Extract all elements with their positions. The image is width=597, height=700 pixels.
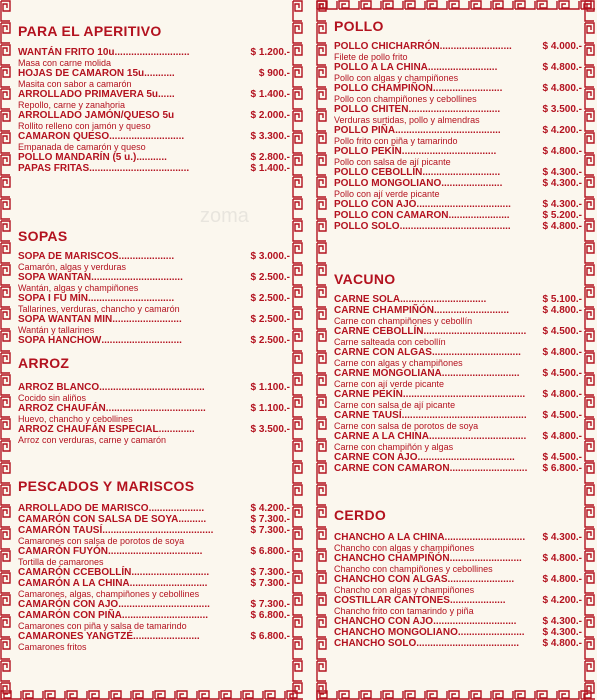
menu-item	[18, 525, 290, 536]
watermark: zoma	[200, 205, 249, 227]
menu-item-name: CARNE CON AJO	[334, 452, 418, 463]
section-title: SOPAS	[18, 228, 68, 244]
menu-item-name: CARNE CON CAMARON	[334, 463, 450, 474]
menu-item	[334, 616, 582, 627]
menu-item-name: CHANCHO MONGOLIANO	[334, 627, 458, 638]
menu-item-price: $ 4.300.-	[542, 178, 582, 189]
menu-item	[18, 424, 290, 435]
section-title: PESCADOS Y MARISCOS	[18, 478, 195, 494]
menu-item-name: POLLO MONGOLIANO	[334, 178, 442, 189]
section-cerdo	[334, 506, 582, 649]
menu-item-description: Carne con ají verde picante	[334, 379, 445, 389]
menu-item-description: Pollo con champiñones y cebollines	[334, 94, 477, 104]
leader-dots: .............	[158, 424, 195, 435]
leader-dots: ...................................	[417, 452, 515, 463]
menu-item-name: CARNE MONGOLIANA	[334, 368, 442, 379]
leader-dots: ...............................	[400, 294, 487, 305]
menu-item-description: Verduras surtidas, pollo y almendras	[334, 115, 480, 125]
menu-item-name: CAMARON QUESO	[18, 131, 110, 142]
leader-dots: ........................	[457, 627, 525, 638]
menu-item-name: ARROLLADO DE MARISCO	[18, 503, 149, 514]
menu-item-name: POLLO CHICHARRÓN	[334, 41, 440, 52]
menu-item	[18, 610, 290, 621]
menu-item	[18, 503, 290, 514]
menu-item-name: POLLO CON AJO	[334, 199, 417, 210]
menu-item-price: $ 5.200.-	[542, 210, 582, 221]
menu-item-name: COSTILLAR CANTONES	[334, 595, 450, 606]
leader-dots: ..................................	[416, 199, 511, 210]
menu-item-name: CARNE CHAMPIÑÓN	[334, 305, 434, 316]
menu-item-name: CARNE PEKÍN	[334, 389, 403, 400]
menu-item-description: Pollo con algas y champiñones	[334, 73, 459, 83]
menu-item-price: $ 4.800.-	[542, 553, 582, 564]
menu-item-name: CHANCHO SOLO	[334, 638, 417, 649]
menu-item-name: CHANCHO CON AJO	[334, 616, 434, 627]
left-menu-column	[18, 0, 290, 700]
menu-item-price: $ 3.500.-	[250, 424, 290, 435]
menu-item-price: $ 4.200.-	[542, 125, 582, 136]
menu-item-description: Wantán, algas y champiñones	[18, 283, 139, 293]
menu-item	[18, 89, 290, 100]
menu-item-name: SOPA WANTAN MIN	[18, 314, 113, 325]
leader-dots: ........................	[133, 631, 200, 642]
menu-item	[18, 293, 290, 304]
leader-dots: .........................	[112, 314, 182, 325]
menu-item	[334, 347, 582, 358]
menu-item-description: Masa con carne molida	[18, 58, 112, 68]
menu-item	[334, 210, 582, 221]
leader-dots: .................................	[408, 104, 501, 115]
menu-item-price: $ 4.500.-	[542, 452, 582, 463]
menu-item-price: $ 6.800.-	[250, 610, 290, 621]
leader-dots: ...............................	[88, 293, 175, 304]
menu-item-description: Pollo frito con piña y tamarindo	[334, 136, 458, 146]
menu-item-description: Huevo, chancho y cebollines	[18, 414, 133, 424]
menu-item-name: CAMARÓN FUYÓN	[18, 546, 108, 557]
menu-item-name: CAMARÓN CON PIÑA	[18, 610, 122, 621]
menu-item-price: $ 900.-	[258, 68, 290, 79]
menu-item	[334, 146, 582, 157]
menu-item	[18, 47, 290, 58]
menu-item	[18, 110, 290, 121]
menu-item-description: Empanada de camarón y queso	[18, 142, 146, 152]
menu-item	[18, 567, 290, 578]
leader-dots: ...........................	[109, 131, 185, 142]
leader-dots: ......................	[448, 210, 510, 221]
leader-dots: ........................................	[399, 221, 511, 232]
leader-dots: ................................	[431, 347, 521, 358]
menu-item-price: $ 1.400.-	[250, 163, 290, 174]
menu-item-price: $ 1.100.-	[250, 382, 290, 393]
menu-item	[18, 578, 290, 589]
menu-item	[334, 553, 582, 564]
leader-dots: ...............................	[121, 610, 209, 621]
menu-item-name: ARROLLADO PRIMAVERA 5u	[18, 89, 158, 100]
menu-item	[334, 431, 582, 442]
menu-item-price: $ 7.300.-	[250, 599, 290, 610]
menu-item	[334, 389, 582, 400]
menu-item-price: $ 4.800.-	[542, 83, 582, 94]
menu-item-name: CHANCHO A LA CHINA	[334, 532, 445, 543]
section-pollo	[334, 17, 582, 232]
menu-item-description: Carne salteada con cebollín	[334, 337, 446, 347]
leader-dots: ....................................	[89, 163, 190, 174]
leader-dots: ....................................	[105, 403, 206, 414]
menu-item	[18, 272, 290, 283]
menu-item-name: PAPAS FRITAS	[18, 163, 90, 174]
menu-item-name: POLLO A LA CHINA	[334, 62, 428, 73]
leader-dots: .................................	[118, 599, 210, 610]
menu-item-price: $ 4.800.-	[542, 574, 582, 585]
menu-item	[334, 41, 582, 52]
leader-dots: ......	[158, 89, 175, 100]
menu-item	[18, 546, 290, 557]
menu-item-price: $ 4.800.-	[542, 431, 582, 442]
menu-item-price: $ 4.500.-	[542, 326, 582, 337]
menu-item-price: $ 4.300.-	[542, 199, 582, 210]
menu-item	[18, 131, 290, 142]
menu-item-price: $ 2.800.-	[250, 152, 290, 163]
right-panel-border-left	[316, 0, 327, 700]
menu-item	[18, 335, 290, 346]
leader-dots: ......................................	[395, 125, 501, 136]
menu-item-name: SOPA HANCHOW	[18, 335, 102, 346]
menu-item-name: POLLO PIÑA	[334, 125, 396, 136]
menu-item-price: $ 7.300.-	[250, 525, 290, 536]
menu-item-price: $ 6.800.-	[542, 463, 582, 474]
section-pescados-y-mariscos	[18, 477, 290, 652]
leader-dots: ..........	[178, 514, 207, 525]
section-title: ARROZ	[18, 355, 70, 371]
menu-item-description: Carne con salsa de porotos de soya	[334, 421, 479, 431]
menu-item-description: Tallarines, verduras, chancho y camarón	[18, 304, 180, 314]
menu-item	[18, 68, 290, 79]
menu-item-name: POLLO PEKÍN	[334, 146, 402, 157]
left-panel-border-right	[292, 0, 303, 700]
section-para-el-aperitivo	[18, 22, 290, 174]
menu-item-price: $ 2.500.-	[250, 335, 290, 346]
leader-dots: ..........................	[439, 41, 512, 52]
menu-item-description: Camarones fritos	[18, 642, 87, 652]
menu-item-name: SOPA DE MARISCOS	[18, 251, 119, 262]
menu-item-price: $ 4.200.-	[250, 503, 290, 514]
leader-dots: .........................	[432, 83, 503, 94]
menu-item-description: Carne con algas y champiñones	[334, 358, 463, 368]
leader-dots: ....................	[118, 251, 175, 262]
leader-dots: ............................	[449, 463, 528, 474]
leader-dots: .....................................	[423, 326, 527, 337]
section-title: CERDO	[334, 507, 387, 523]
menu-item-price: $ 4.300.-	[542, 627, 582, 638]
leader-dots: .............................	[101, 335, 182, 346]
menu-item-description: Rollito relleno con jamón y queso	[18, 121, 151, 131]
menu-item	[334, 199, 582, 210]
menu-item-price: $ 7.300.-	[250, 567, 290, 578]
menu-item-price: $ 4.800.-	[542, 62, 582, 73]
menu-item	[18, 251, 290, 262]
section-sopas	[18, 227, 290, 346]
menu-item-description: Chancho con algas y champiñones	[334, 585, 475, 595]
menu-item-name: CHANCHO CHAMPIÑÓN	[334, 553, 450, 564]
menu-item-price: $ 4.800.-	[542, 305, 582, 316]
menu-item-price: $ 2.500.-	[250, 293, 290, 304]
menu-item-price: $ 4.800.-	[542, 638, 582, 649]
leader-dots: ...........................	[434, 305, 510, 316]
leader-dots: ..................................	[401, 146, 497, 157]
section-title: POLLO	[334, 18, 384, 34]
menu-item-description: Camarones con salsa de porotos de soya	[18, 536, 185, 546]
menu-item-price: $ 4.800.-	[542, 146, 582, 157]
menu-item-name: POLLO SOLO	[334, 221, 400, 232]
menu-item-name: CAMARONES YANGTZÉ	[18, 631, 134, 642]
menu-item-price: $ 6.800.-	[250, 631, 290, 642]
menu-item-price: $ 4.300.-	[542, 616, 582, 627]
menu-item-description: Chancho frito con tamarindo y piña	[334, 606, 474, 616]
menu-item-name: WANTÁN FRITO 10u	[18, 47, 115, 58]
menu-item-price: $ 1.100.-	[250, 403, 290, 414]
menu-item-price: $ 5.100.-	[542, 294, 582, 305]
leader-dots: ............................	[131, 567, 210, 578]
menu-item-name: CAMARÓN A LA CHINA	[18, 578, 130, 589]
menu-item-price: $ 4.200.-	[542, 595, 582, 606]
menu-item	[334, 638, 582, 649]
leader-dots: .............................	[444, 532, 526, 543]
menu-item-description: Camarón, algas y verduras	[18, 262, 127, 272]
right-panel-border-right	[584, 0, 595, 700]
leader-dots: ............................	[422, 167, 501, 178]
menu-item	[334, 83, 582, 94]
section-arroz	[18, 354, 290, 445]
menu-item-description: Carne con champiñón y algas	[334, 442, 454, 452]
menu-item	[334, 104, 582, 115]
leader-dots: ....................	[449, 595, 506, 606]
leader-dots: ..........................	[449, 553, 522, 564]
menu-item-name: CHANCHO CON ALGAS	[334, 574, 448, 585]
menu-item-description: Cocido sin aliños	[18, 393, 87, 403]
menu-item	[334, 532, 582, 543]
menu-item	[18, 163, 290, 174]
menu-item-price: $ 7.300.-	[250, 514, 290, 525]
menu-item	[334, 410, 582, 421]
menu-item-name: POLLO CHAMPIÑON	[334, 83, 433, 94]
menu-item-name: CARNE SOLA	[334, 294, 401, 305]
leader-dots: ...........	[144, 68, 175, 79]
leader-dots: ............................................	[402, 389, 526, 400]
menu-item-price: $ 6.800.-	[250, 546, 290, 557]
menu-item-price: $ 7.300.-	[250, 578, 290, 589]
menu-item-description: Chancho con algas y champiñones	[334, 543, 475, 553]
section-title: PARA EL APERITIVO	[18, 23, 162, 39]
menu-item	[334, 574, 582, 585]
leader-dots: ............................	[129, 578, 208, 589]
menu-item-price: $ 1.200.-	[250, 47, 290, 58]
menu-item	[18, 403, 290, 414]
leader-dots: ....................	[148, 503, 205, 514]
menu-item-name: CAMARÓN TAUSÍ	[18, 525, 103, 536]
menu-item-description: Repollo, carne y zanahoria	[18, 100, 126, 110]
menu-item	[334, 326, 582, 337]
menu-item-name: POLLO CHITEN	[334, 104, 409, 115]
leader-dots: ...................................	[429, 431, 527, 442]
leader-dots: ............................	[441, 368, 520, 379]
leader-dots: ..................................	[108, 546, 203, 557]
menu-item	[334, 294, 582, 305]
menu-item	[18, 514, 290, 525]
menu-item-price: $ 4.300.-	[542, 532, 582, 543]
section-title: VACUNO	[334, 271, 396, 287]
menu-item	[334, 305, 582, 316]
menu-item-description: Arroz con verduras, carne y camarón	[18, 435, 167, 445]
menu-item-price: $ 4.500.-	[542, 410, 582, 421]
right-menu-column	[334, 0, 582, 700]
menu-item-price: $ 4.800.-	[542, 389, 582, 400]
leader-dots: ........................	[447, 574, 515, 585]
menu-item-description: Carne con salsa de ají picante	[334, 400, 456, 410]
menu-item	[334, 178, 582, 189]
menu-item-price: $ 3.500.-	[542, 104, 582, 115]
leader-dots: ......................................	[99, 382, 205, 393]
menu-item-description: Masita con sabor a camarón	[18, 79, 132, 89]
menu-item-name: ARROZ CHAUFÁN ESPECIAL	[18, 424, 159, 435]
menu-item-description: Tortilla de camarones	[18, 557, 104, 567]
menu-item-description: Pollo con ají verde picante	[334, 189, 440, 199]
menu-item	[18, 382, 290, 393]
menu-item-price: $ 4.000.-	[542, 41, 582, 52]
menu-item-description: Filete de pollo frito	[334, 52, 408, 62]
leader-dots: ...........................	[114, 47, 190, 58]
leader-dots: ........................................	[102, 525, 214, 536]
menu-item-price: $ 3.000.-	[250, 251, 290, 262]
menu-item-price: $ 4.800.-	[542, 347, 582, 358]
menu-item-name: POLLO CEBOLLÍN	[334, 167, 423, 178]
leader-dots: .........................	[427, 62, 498, 73]
menu-item-name: CAMARÓN CON SALSA DE SOYA	[18, 514, 179, 525]
menu-item-name: ARROLLADO JAMÓN/QUESO 5u	[18, 110, 175, 121]
menu-item-name: SOPA I FU MIN	[18, 293, 88, 304]
menu-item	[334, 62, 582, 73]
leader-dots: .............................................	[401, 410, 527, 421]
leader-dots: ......................	[441, 178, 503, 189]
menu-item	[334, 595, 582, 606]
leader-dots: .....................................	[416, 638, 520, 649]
menu-item-description: Pollo con salsa de ají picante	[334, 157, 451, 167]
menu-item-description: Camarones con piña y salsa de tamarindo	[18, 621, 187, 631]
menu-item-name: SOPA WANTAN	[18, 272, 92, 283]
leader-dots: .................................	[91, 272, 183, 283]
menu-item-price: $ 3.300.-	[250, 131, 290, 142]
menu-item-price: $ 4.500.-	[542, 368, 582, 379]
menu-item-name: ARROZ BLANCO	[18, 382, 100, 393]
left-panel-border-left	[0, 0, 11, 700]
menu-item-description: Chancho con champiñones y cebollines	[334, 564, 493, 574]
menu-item-price: $ 2.000.-	[250, 110, 290, 121]
section-vacuno	[334, 270, 582, 474]
menu-item	[334, 167, 582, 178]
menu-item-price: $ 1.400.-	[250, 89, 290, 100]
menu-item	[18, 314, 290, 325]
menu-item-description: Carne con champiñones y cebollín	[334, 316, 473, 326]
menu-item-description: Wantán y tallarines	[18, 325, 95, 335]
leader-dots: ...........	[136, 152, 167, 163]
menu-item	[334, 452, 582, 463]
leader-dots: ..............................	[433, 616, 517, 627]
menu-item-name: CAMARÓN CON AJO	[18, 599, 119, 610]
menu-item-name: HOJAS DE CAMARON 15u	[18, 68, 145, 79]
menu-item-name: CARNE CEBOLLÍN	[334, 326, 424, 337]
menu-item	[18, 631, 290, 642]
menu-item	[334, 463, 582, 474]
menu-item-name: CARNE A LA CHINA	[334, 431, 429, 442]
menu-item-name: CAMARÓN CCEBOLLÍN	[18, 567, 132, 578]
menu-item-price: $ 2.500.-	[250, 272, 290, 283]
menu-item-price: $ 2.500.-	[250, 314, 290, 325]
menu-item-name: CARNE CON ALGAS	[334, 347, 432, 358]
menu-item	[18, 599, 290, 610]
menu-item-name: ARROZ CHAUFÁN	[18, 403, 106, 414]
menu-item	[334, 368, 582, 379]
menu-item-name: POLLO MANDARÍN (5 u.)	[18, 152, 137, 163]
menu-item-price: $ 4.800.-	[542, 221, 582, 232]
menu-item-description: Camarones, algas, champiñones y cebollines	[18, 589, 200, 599]
menu-item	[334, 627, 582, 638]
menu-item-name: POLLO CON CAMARON	[334, 210, 449, 221]
menu-item	[334, 221, 582, 232]
menu-item	[18, 152, 290, 163]
menu-item-name: CARNE TAUSÍ	[334, 410, 402, 421]
menu-item	[334, 125, 582, 136]
menu-item-price: $ 4.300.-	[542, 167, 582, 178]
